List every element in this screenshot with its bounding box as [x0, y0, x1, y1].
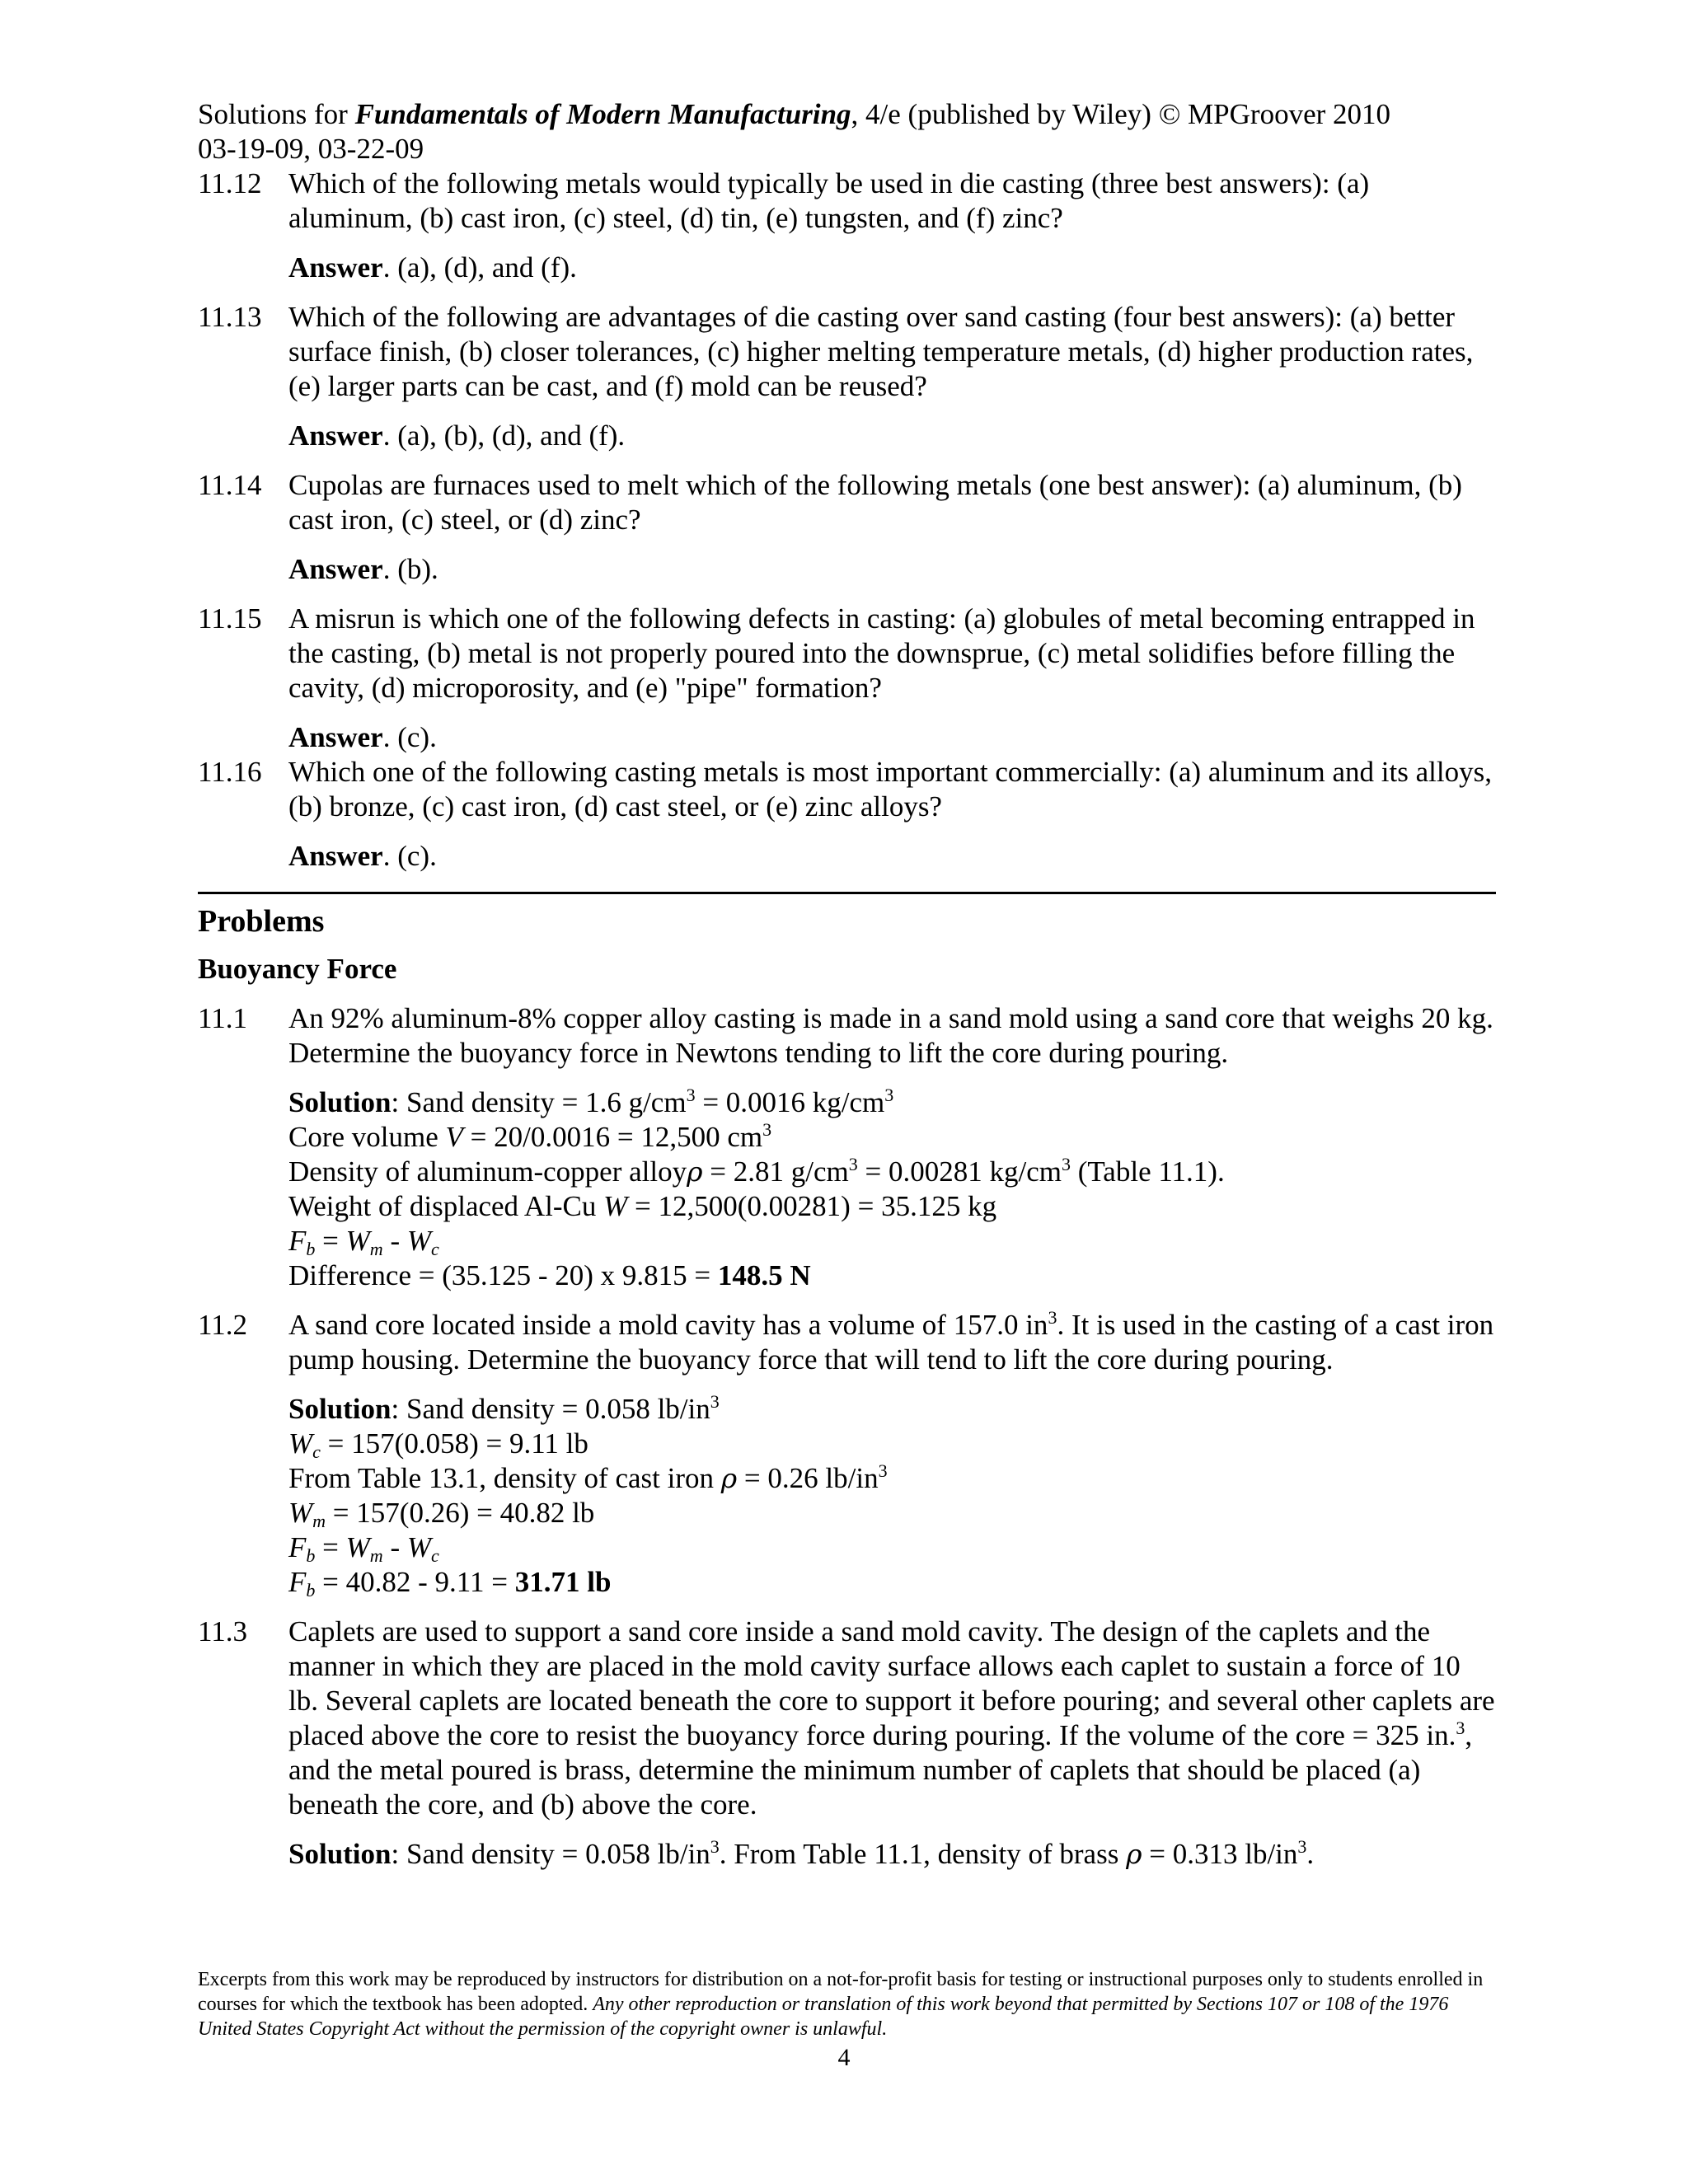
solution-line: $F_b = 40.82 - 9.11 = 31.71$ lb [288, 1566, 612, 1601]
problem-11-2 [198, 1308, 1496, 1377]
answer-11-13 [288, 419, 1496, 453]
solution-line: Weight of displaced Al-Cu W = 12,500(0.00281) = 35.125 kg [288, 1190, 997, 1222]
answer-text: . (b). [382, 553, 438, 585]
answer-text: . (c). [382, 840, 437, 872]
header-dates: 03-19-09, 03-22-09 [198, 133, 424, 165]
problem-text: Caplets are used to support a sand core inside a sand mold cavity. The design of the caplets and the manner in which they are placed in the mold cavity surface allows each caplet to sustain a force of 10 lb. Several caplets are located beneath the core to support it before pouring; and several other caplets are placed above the core to resist the buoyancy force during pouring. If the volume of the core = 325 in.$^3$, and the metal poured is brass, determine the minimum number of caplets that should be placed (a) beneath the core, and (b) above the core. [288, 1615, 1495, 1821]
question-11-14 [198, 468, 1496, 537]
problem-number: 11.2 [198, 1309, 247, 1341]
question-text: A misrun is which one of the following defects in casting: (a) globules of metal becoming entrapped in the casting, (b) metal is not properly poured into the downsprue, (c) metal solidifies before filling the cavity, (d) microporosity, and (e) "pipe" formation? [288, 602, 1475, 704]
solution-line: Solution: Sand density = 0.058 $lb/in^3$. From Table 11.1, density of brass ρ = 0.313 $lb/in^3$. [288, 1836, 1315, 1870]
question-text: Which one of the following casting metals is most important commercially: (a) aluminum and its alloys, (b) bronze, (c) cast iron, (d) cast steel, or (e) zinc alloys? [288, 756, 1492, 823]
question-11-15 [198, 602, 1496, 705]
question-11-12 [198, 166, 1496, 236]
solution-label: Solution [288, 1838, 392, 1870]
answer-11-12 [288, 251, 1496, 285]
question-11-13 [198, 300, 1496, 404]
answer-text: . (c). [382, 721, 437, 753]
question-number: 11.13 [198, 301, 262, 333]
header-prefix: Solutions for [198, 98, 355, 130]
header-suffix: , 4/e (published by Wiley) © MPGroover 2010 [851, 98, 1391, 130]
solution-line: $F_b = W_m - W_c$ [288, 1225, 439, 1259]
answer-label: Answer [288, 419, 383, 452]
question-text: Which of the following metals would typically be used in die casting (three best answers): (a) aluminum, (b) cast iron, (c) steel, (d) tin, (e) tungsten, and (f) zinc? [288, 167, 1370, 234]
solution-11-3 [288, 1837, 1496, 1872]
answer-11-15 [288, 720, 1496, 755]
solution-line: Core volume V = 20/0.0016 = 12,500 $cm^3$ [288, 1119, 772, 1153]
solution-line: $W_m = 157(0.26) = 40.82$ lb [288, 1497, 595, 1531]
solution-line: Solution: Sand density = 0.058 $lb/in^3$ [288, 1391, 720, 1425]
question-number: 11.16 [198, 756, 262, 788]
problem-number: 11.1 [198, 1002, 247, 1034]
rho-symbol: ρ [720, 1462, 738, 1494]
problems-heading: Problems [198, 904, 325, 939]
question-number: 11.14 [198, 469, 262, 501]
problem-11-3 [198, 1615, 1496, 1822]
problem-11-1 [198, 1001, 1496, 1071]
problem-text: An 92% aluminum-8% copper alloy casting is made in a sand mold using a sand core that weighs 20 kg. Determine the buoyancy force in Newtons tending to lift the core during pouring. [288, 1002, 1493, 1069]
header [198, 97, 1496, 132]
footer-text: Excerpts from this work may be reproduced by instructors for distribution on a not-for-profit basis for testing or instructional purposes only to students enrolled in courses for which the textbook has been adopted. [198, 1969, 1484, 2015]
answer-11-16 [288, 839, 1496, 874]
section-divider [198, 892, 1496, 894]
answer-11-14 [288, 552, 1496, 587]
book-title: Fundamentals of Modern Manufacturing [354, 98, 851, 130]
solution-line: $F_b = W_m - W_c$ [288, 1531, 439, 1566]
answer-label: Answer [288, 553, 383, 585]
solution-label: Solution [288, 1393, 392, 1425]
question-text: Which of the following are advantages of die casting over sand casting (four best answers): (a) better surface finish, (b) closer tolerances, (c) higher melting temperature metals, (d) higher production rates, (e) larger parts can be cast, and (f) mold can be reused? [288, 301, 1474, 402]
footer-italic-text: Any other reproduction or translation of this work beyond that permitted by Sections 107 or 108 of the 1976 United States Copyright Act without the permission of the copyright owner is unlawful. [198, 1994, 1449, 2040]
solution-line: From Table 13.1, density of cast iron ρ = 0.26 $lb/in^3$ [288, 1460, 888, 1494]
answer-label: Answer [288, 721, 383, 753]
question-number: 11.12 [198, 167, 262, 199]
problem-text: A sand core located inside a mold cavity has a volume of 157.0 $in^3$. It is used in the casting of a cast iron pump housing. Determine the buoyancy force that will tend to lift the core during pouring. [288, 1307, 1494, 1376]
buoyancy-subheading: Buoyancy Force [198, 953, 397, 985]
solution-line: Solution: Sand density = 1.6 $g/cm^3 = 0.0016$ $kg/cm^3$ [288, 1085, 894, 1118]
solution-11-2 [288, 1392, 1496, 1600]
answer-label: Answer [288, 251, 383, 284]
question-11-16 [198, 755, 1496, 824]
answer-label: Answer [288, 840, 383, 872]
result-value: 31.71 lb [514, 1566, 612, 1598]
solution-line: $W_c = 157(0.058) = 9.11$ lb [288, 1427, 588, 1462]
rho-symbol: ρ [1126, 1838, 1142, 1870]
rho-symbol: ρ [687, 1155, 703, 1188]
answer-text: . (a), (b), (d), and (f). [382, 419, 626, 452]
solution-11-1 [288, 1085, 1496, 1293]
page-number: 4 [837, 2044, 851, 2071]
solution-line: Density of aluminum-copper alloyρ = 2.81 $g/cm^3 = 0.00281$ $kg/cm^3$ (Table 11.1). [288, 1154, 1225, 1188]
answer-text: . (a), (d), and (f). [382, 251, 577, 284]
solution-label: Solution [288, 1086, 392, 1118]
document-page [198, 97, 1496, 1872]
question-number: 11.15 [198, 602, 262, 635]
problem-number: 11.3 [198, 1615, 247, 1647]
solution-line: Difference = (35.125 - 20) x 9.815 = 148.5 N [288, 1259, 811, 1291]
copyright-footer [198, 1967, 1496, 2041]
question-text: Cupolas are furnaces used to melt which of the following metals (one best answer): (a) aluminum, (b) cast iron, (c) steel, or (d) zinc? [288, 469, 1462, 536]
result-value: 148.5 N [717, 1259, 811, 1291]
